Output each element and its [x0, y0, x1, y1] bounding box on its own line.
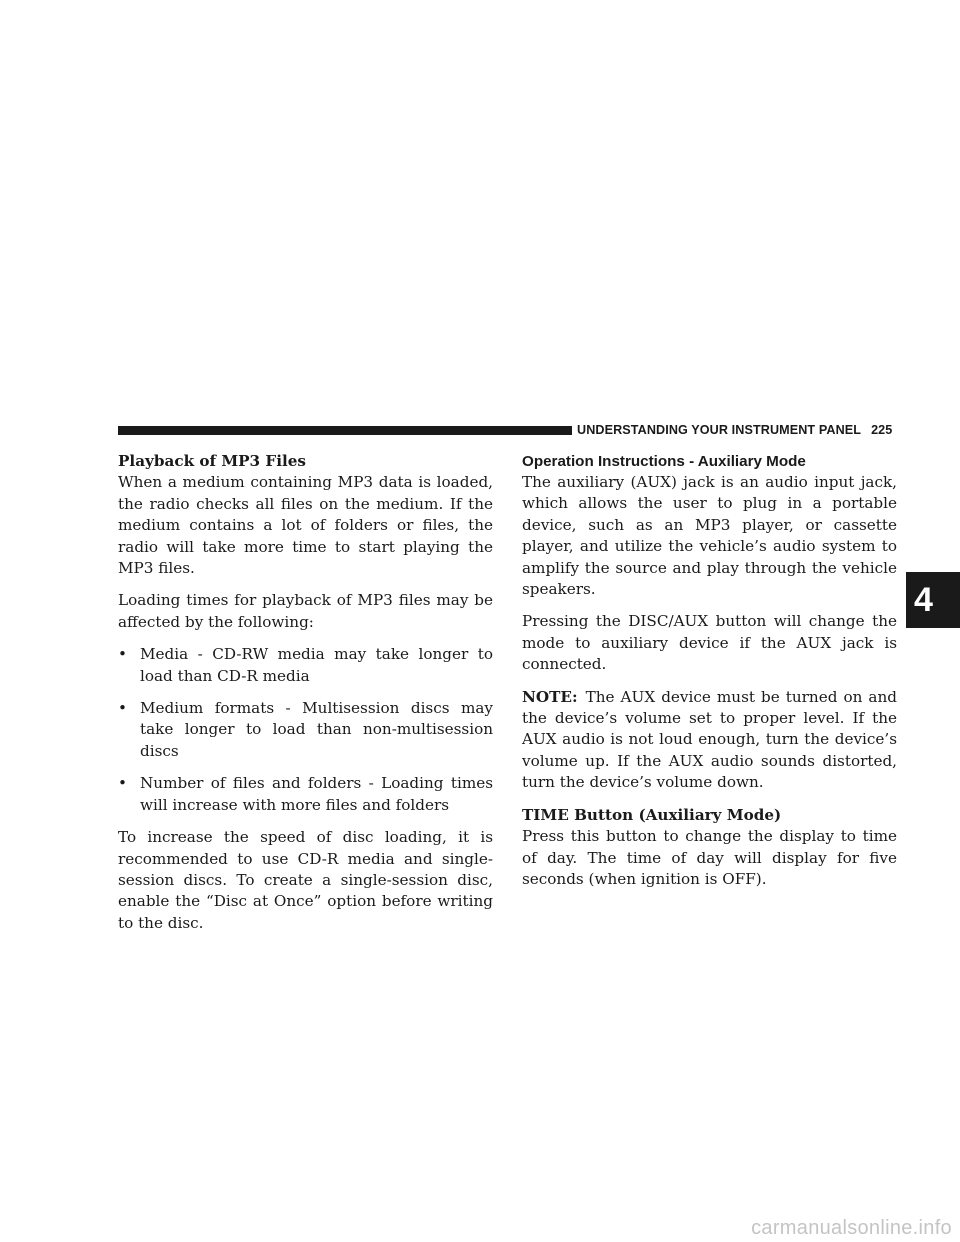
bullet-icon: • — [118, 774, 127, 793]
bullet-icon: • — [118, 645, 127, 664]
running-header — [577, 423, 892, 437]
list-item — [118, 773, 493, 816]
page-number: 225 — [871, 423, 893, 437]
paragraph: Pressing the DISC/AUX button will change the mode to auxiliary device if the AUX jack is connected. — [522, 612, 897, 674]
paragraph: To increase the speed of disc loading, it is recommended to use CD-R media and single-session discs. To create a single-session disc, enable the “Disc at Once” option before writing to the disc. — [118, 828, 493, 932]
note-text: The AUX device must be turned on and the device’s volume set to proper level. If the AUX audio is not loud enough, turn the device’s volume up. If the AUX audio sounds distorted, turn the device’s volume down. — [522, 687, 897, 792]
chapter-tab: 4 — [906, 572, 960, 628]
list-item — [118, 644, 493, 687]
right-column — [522, 451, 897, 901]
heading-playback-mp3: Playback of MP3 Files — [118, 452, 306, 470]
heading-time-button: TIME Button (Auxiliary Mode) — [522, 805, 782, 824]
section-title: UNDERSTANDING YOUR INSTRUMENT PANEL — [577, 423, 862, 437]
paragraph: The auxiliary (AUX) jack is an audio input jack, which allows the user to plug in a portable device, such as an MP3 player, or cassette player, and utilize the vehicle’s audio system to amplify the source and play through the vehicle speakers. — [522, 473, 897, 599]
paragraph: When a medium containing MP3 data is loaded, the radio checks all files on the medium. If the medium contains a lot of folders or files, the radio will take more time to start playing the MP3 files. — [118, 473, 493, 578]
note-label: NOTE: — [522, 687, 578, 706]
bullet-list — [118, 644, 493, 816]
left-column — [118, 451, 493, 945]
heading-auxiliary-mode: Operation Instructions - Auxiliary Mode — [522, 453, 806, 470]
watermark: carmanualsonline.info — [751, 1217, 952, 1239]
paragraph: Press this button to change the display to time of day. The time of day will display for five seconds (when ignition is OFF). — [522, 827, 897, 888]
bullet-icon: • — [118, 699, 127, 718]
note-paragraph — [522, 687, 897, 794]
list-item-text: Number of files and folders - Loading times will increase with more files and folders — [140, 774, 493, 814]
paragraph: Loading times for playback of MP3 files may be affected by the following: — [118, 591, 493, 631]
list-item-text: Media - CD-RW media may take longer to load than CD-R media — [140, 645, 493, 685]
header-rule — [118, 426, 572, 435]
list-item-text: Medium formats - Multisession discs may take longer to load than non-multisession discs — [140, 699, 493, 760]
list-item — [118, 698, 493, 762]
